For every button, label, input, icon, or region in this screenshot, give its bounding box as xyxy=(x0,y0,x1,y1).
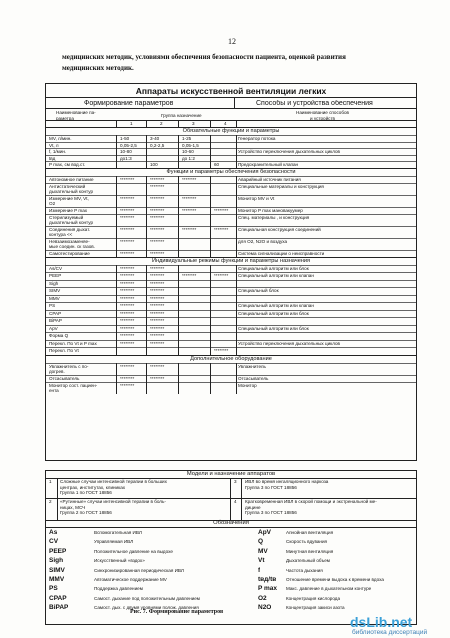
legend-abbreviation: SIMV xyxy=(49,566,65,574)
row-group-value: до1:3 xyxy=(120,155,132,161)
row-group-value: ******** xyxy=(150,375,165,381)
row-parameter-name: PS xyxy=(49,303,56,308)
row-group-value: 10-80 xyxy=(120,149,132,154)
row-device: Аварийный источник питания xyxy=(238,176,301,182)
row-group-value: 100 xyxy=(150,162,158,167)
legend-description: Самост. дых. с двумя уровнями полож. давления xyxy=(94,605,199,611)
row-group-value: 60 xyxy=(214,162,220,167)
legend-abbreviation: N2O xyxy=(258,604,272,612)
row-group-value: ******** xyxy=(120,363,135,369)
row-parameter-name: Vt, л xyxy=(49,142,59,148)
row-parameter-name: Отсасыватель xyxy=(49,375,80,381)
page-number: 12 xyxy=(228,37,236,46)
model-number: 1 xyxy=(49,479,52,484)
row-device: Монитор P max мановакуумер xyxy=(238,207,303,213)
model-description: ИВЛ во время ингаляционного наркоза Группа 3 по ГОСТ 18856 xyxy=(245,479,329,490)
model-description: «Рутинные» случаи интенсивной терапии в боль- ницах, МСЧ Группа 2 по ГОСТ 18856 xyxy=(60,499,166,515)
row-parameter-name: Измерение MV, Vt, O2 xyxy=(49,195,89,206)
row-parameter-name: Перекл. По Vt xyxy=(49,348,79,353)
intro-line: медицинских методик, условиями обеспечения безопасности пациента, оценкой развития xyxy=(62,53,346,61)
row-group-value: ******** xyxy=(150,318,165,323)
row-group-value: ******** xyxy=(120,303,135,308)
row-parameter-name: ApV xyxy=(49,325,58,331)
row-parameter-name: f, 1/мин. xyxy=(49,149,67,154)
row-group-value: ******** xyxy=(120,195,135,201)
row-device: Специальные материалы и конструкция xyxy=(238,183,324,189)
watermark-logo: dsLib.net xyxy=(350,614,413,630)
intro-text xyxy=(62,52,412,74)
row-group-value: ******** xyxy=(150,273,165,278)
model-number: 3 xyxy=(234,479,237,484)
row-parameter-name: Стерилизуемый дыхательный контур xyxy=(49,214,93,225)
row-group-value: ******** xyxy=(182,195,197,201)
row-parameter-name: MV, л/мин. xyxy=(49,136,72,141)
legend-abbreviation: Vt xyxy=(258,557,265,565)
row-group-value: 0,2-2,5 xyxy=(150,142,165,148)
watermark xyxy=(350,614,450,638)
legend-abbreviation: As xyxy=(49,529,58,536)
legend-abbreviation: f xyxy=(258,566,261,574)
row-parameter-name: Самотестирование xyxy=(49,250,90,256)
row-parameter-name: Автономное питание xyxy=(49,176,94,182)
row-group-value: ******** xyxy=(150,280,165,286)
row-group-value: ******** xyxy=(120,318,135,323)
row-group-value: ******** xyxy=(150,340,165,346)
row-group-value: ******** xyxy=(150,207,165,213)
row-group-value: ******** xyxy=(150,214,165,220)
legend-description: Дыхательный объем xyxy=(286,558,330,564)
section-heading: Индивидуальные режимы функции и параметры назначения xyxy=(151,257,311,264)
legend-description: Минутная вентиляция xyxy=(286,548,334,554)
legend-description: Концентрация кислорода xyxy=(286,595,341,601)
legend-description: Скорость вдувания xyxy=(286,539,328,545)
row-group-value: ******** xyxy=(182,176,197,182)
group-header: Группа назначение xyxy=(161,113,202,118)
model-description: Кратковременная ИВЛ в скорой помощи и экстренальной ме- дицине Группа 3 по ГОСТ 18856 xyxy=(245,499,377,515)
row-parameter-name: BiPAP xyxy=(49,318,62,323)
row-parameter-name: Соединения дыхат. контура << xyxy=(49,226,91,237)
row-device: Предохранительный клапан xyxy=(238,162,299,167)
row-parameter-name: SIMV xyxy=(49,288,61,293)
legend-description: Апнойная вентиляция xyxy=(286,530,334,535)
row-parameter-name: Монитор сост. пациен- ента xyxy=(49,382,98,393)
legend-abbreviation: PS xyxy=(49,585,58,593)
legend-abbreviation: tвд/tв xyxy=(258,576,277,583)
row-parameter-name: Невзаимозаменяе- мые соедин. ск газов. xyxy=(49,238,95,249)
param-name-header: Наименование па- раметра xyxy=(56,110,96,121)
row-device: Специальный блок xyxy=(238,288,279,293)
group-number: 1 xyxy=(130,121,133,126)
row-group-value: ******** xyxy=(120,176,135,182)
legend-description: Синхронизированная периодическая ИВЛ xyxy=(94,567,184,573)
legend-table xyxy=(45,520,417,625)
row-group-value: ******** xyxy=(150,250,165,256)
row-parameter-name: P max, см вод.ст. xyxy=(49,162,86,167)
group-number: 2 xyxy=(160,121,163,126)
section-heading: Модели и назначение аппаратов xyxy=(186,471,276,477)
row-group-value: ******** xyxy=(150,226,165,232)
row-group-value: ******** xyxy=(150,325,165,331)
row-parameter-name: CPAP xyxy=(49,310,62,316)
row-group-value: ******** xyxy=(150,295,165,301)
row-group-value: ******** xyxy=(120,207,135,213)
row-group-value: ******** xyxy=(120,333,135,338)
legend-abbreviation: O2 xyxy=(258,594,267,602)
row-group-value: ******** xyxy=(214,273,229,278)
row-group-value: ******** xyxy=(150,288,165,293)
row-group-value: 0,05-2,5 xyxy=(120,142,137,148)
row-group-value: ******** xyxy=(120,325,135,331)
legend-abbreviation: MV xyxy=(258,547,268,555)
row-device: Монитор MV и Vt xyxy=(238,195,275,201)
model-number: 4 xyxy=(234,499,237,504)
legend-abbreviation: Q xyxy=(258,538,264,546)
row-parameter-name: As/CV xyxy=(49,265,63,271)
row-group-value: ******** xyxy=(150,238,165,244)
col-right-header: Способы и устройства обеспечения xyxy=(256,100,373,107)
row-group-value: ******** xyxy=(120,288,135,293)
row-device: Специальный алгоритм или клапан xyxy=(238,273,314,278)
row-group-value: до 1:2 xyxy=(182,155,195,161)
row-parameter-name: Форма Q xyxy=(49,333,69,338)
row-device: для O2, N2O и воздуха xyxy=(238,238,288,244)
figure-caption: Рис. 7. Формирование параметров xyxy=(130,609,224,615)
row-parameter-name: tвд xyxy=(49,155,56,161)
legend-abbreviation: BiPAP xyxy=(49,604,69,612)
row-device: Специальная конструкция соединений xyxy=(238,226,321,232)
row-group-value: 3-40 xyxy=(150,136,160,141)
row-group-value: ******** xyxy=(120,226,135,232)
models-table xyxy=(45,470,417,521)
legend-abbreviation: CV xyxy=(49,538,59,546)
row-parameter-name: Антистатический дыхательный контур xyxy=(49,183,93,194)
row-device: Устройство переключения дыхательных циклов xyxy=(238,340,340,346)
row-group-value: ******** xyxy=(150,303,165,308)
legend-description: Положительное давление на выдохе xyxy=(94,548,173,554)
section-heading: Обозначения xyxy=(213,520,249,526)
row-device: Генератор потока xyxy=(238,136,276,141)
legend-description: Поддержка давлением xyxy=(94,586,143,592)
row-group-value: ******** xyxy=(120,250,135,256)
legend-abbreviation: P max xyxy=(258,585,278,593)
model-number: 2 xyxy=(49,499,52,504)
legend-description: Частота дыхания xyxy=(286,567,323,573)
col-left-header: Формирование параметров xyxy=(84,100,174,107)
legend-description: Концентрация закиси азота xyxy=(286,605,345,611)
row-group-value: 0,05-1,5 xyxy=(182,142,199,148)
row-parameter-name: PEEP xyxy=(49,273,62,278)
row-group-value: ******** xyxy=(150,176,165,182)
row-group-value: ******** xyxy=(182,226,197,232)
section-heading: Дополнительное оборудование xyxy=(190,355,272,362)
row-group-value: ******** xyxy=(120,238,135,244)
row-parameter-name: MMV xyxy=(49,295,60,301)
row-group-value: 1-50 xyxy=(120,136,130,141)
row-parameter-name: Увлажнитель с по- догрев. xyxy=(49,363,89,374)
row-group-value: ******** xyxy=(214,226,229,232)
group-number: 3 xyxy=(192,121,195,126)
row-group-value: ******** xyxy=(120,280,135,286)
row-group-value: ******** xyxy=(120,310,135,316)
row-group-value: 1-25 xyxy=(182,136,192,141)
row-parameter-name: Перекл. По Vt и P max xyxy=(49,340,97,346)
legend-abbreviation: Sigh xyxy=(49,557,64,565)
section-heading: Обязательные функции и параметры xyxy=(182,128,280,134)
table-title: Аппараты искусственной вентиляции легких xyxy=(135,86,327,96)
row-group-value: ******** xyxy=(214,348,229,353)
legend-abbreviation: PEEP xyxy=(49,547,67,555)
row-group-value: 10-60 xyxy=(182,149,194,154)
legend-description: Отношение времени выдоха к времени вдоха xyxy=(286,577,384,582)
row-device: Спец. материалы , и конструкция xyxy=(238,214,310,220)
row-group-value: ******** xyxy=(150,363,165,369)
legend-description: Самост. дыхание под положительным давлением xyxy=(94,595,200,601)
row-group-value: ******** xyxy=(150,195,165,201)
row-group-value: ******** xyxy=(182,207,197,213)
device-name-header: Наименование способов и устройств xyxy=(296,110,349,121)
row-group-value: ******** xyxy=(120,273,135,278)
parameters-table xyxy=(45,83,417,461)
legend-description: Искусственный «вздох» xyxy=(94,558,145,564)
row-parameter-name: Измерение P max xyxy=(49,207,88,213)
row-device: Специальный алгоритм или блок xyxy=(238,325,309,331)
row-device: Увлажнитель xyxy=(238,363,266,369)
row-group-value: ******** xyxy=(182,273,197,278)
legend-abbreviation: ApV xyxy=(258,529,271,536)
row-device: Монитор xyxy=(238,382,257,388)
legend-description: Макс. давление в дыхательном контуре xyxy=(286,586,372,592)
row-device: Отсасыватель xyxy=(238,375,269,381)
group-number: 4 xyxy=(224,121,227,126)
row-device: Система сигнализации о неисправности xyxy=(238,250,325,256)
row-device: Специальный алгоритм или клапан xyxy=(238,303,314,308)
row-group-value: ******** xyxy=(120,295,135,301)
legend-abbreviation: MMV xyxy=(49,576,65,583)
legend-abbreviation: CPAP xyxy=(49,594,67,602)
legend-description: Автоматическое поддержание MV xyxy=(94,577,167,582)
row-group-value: ******** xyxy=(150,265,165,271)
model-description: Сложные случаи интенсивной терапии в больших центрах, институтах, клиниках Группа 1 по ГОСТ 18856 xyxy=(60,479,167,495)
row-parameter-name: Sigh xyxy=(49,280,59,286)
row-device: Специальный алгоритм или блок xyxy=(238,310,309,316)
row-group-value: ******** xyxy=(150,183,165,189)
row-group-value: ******** xyxy=(120,340,135,346)
row-group-value: ******** xyxy=(120,214,135,220)
row-group-value: ******** xyxy=(214,207,229,213)
row-group-value: ******** xyxy=(120,265,135,271)
row-group-value: ******** xyxy=(150,333,165,338)
row-group-value: ******** xyxy=(120,375,135,381)
row-group-value: ******** xyxy=(150,310,165,316)
row-group-value: ******** xyxy=(120,382,135,388)
section-heading: Функции и параметры обеспечения безопасности xyxy=(166,168,296,175)
intro-line: медицинских методик. xyxy=(62,64,134,72)
legend-description: Вспомогательная ИВЛ xyxy=(94,530,142,535)
row-device: Специальный алгоритм или блок xyxy=(238,265,309,271)
row-device: Устройство переключения дыхательных циклов xyxy=(238,149,340,154)
watermark-subtitle: библиотека диссертаций xyxy=(352,629,428,636)
legend-description: Управляемая ИВЛ xyxy=(94,539,134,545)
